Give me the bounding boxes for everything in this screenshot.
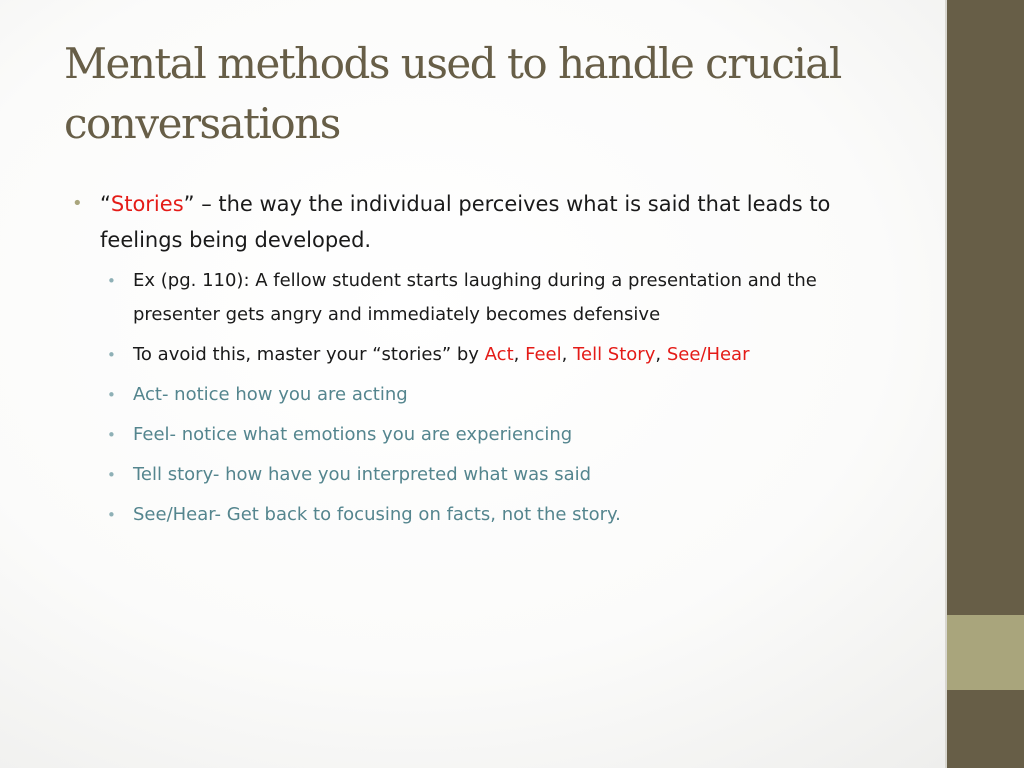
act-text: Act- notice how you are acting [133,384,408,405]
bullet-icon: • [107,386,116,404]
sub-bullet-act [72,378,892,412]
avoid-prefix: To avoid this, master your “stories” by [133,344,485,365]
keyword-feel: Feel [525,344,562,365]
bullet-icon: • [107,466,116,484]
stories-definition: ” – the way the individual perceives what is said that leads to feelings being developed. [100,192,831,252]
keyword-see-hear: See/Hear [666,344,750,365]
sub-bullet-feel [72,418,892,452]
open-quote: “ [100,192,111,216]
feel-text: Feel- notice what emotions you are experiencing [133,424,573,445]
see-hear-text: See/Hear- Get back to focusing on facts, not the story. [133,504,621,525]
sub-bullet-tell-story [72,458,892,492]
sub-bullet-avoid [72,338,892,372]
bullet-icon: • [72,193,83,214]
example-text: Ex (pg. 110): A fellow student starts laughing during a presentation and the presenter gets angry and immediately becomes defensive [133,270,817,325]
tell-story-text: Tell story- how have you interpreted what was said [133,464,592,485]
sidebar-accent-block [947,615,1024,690]
keyword-act: Act [484,344,514,365]
slide-body [72,186,892,538]
sub-bullet-see-hear [72,498,892,532]
bullet-icon: • [107,426,116,444]
separator: , [513,344,526,365]
keyword-stories: Stories [110,192,184,216]
bullet-stories [72,186,892,258]
separator: , [561,344,574,365]
bullet-icon: • [107,506,116,524]
keyword-tell-story: Tell Story [573,344,656,365]
bullet-icon: • [107,346,116,364]
bullet-icon: • [107,272,116,290]
sub-bullet-example [72,264,892,332]
slide-title: Mental methods used to handle crucial conversations [64,39,841,148]
separator: , [655,344,667,365]
decorative-sidebar [947,0,1024,768]
